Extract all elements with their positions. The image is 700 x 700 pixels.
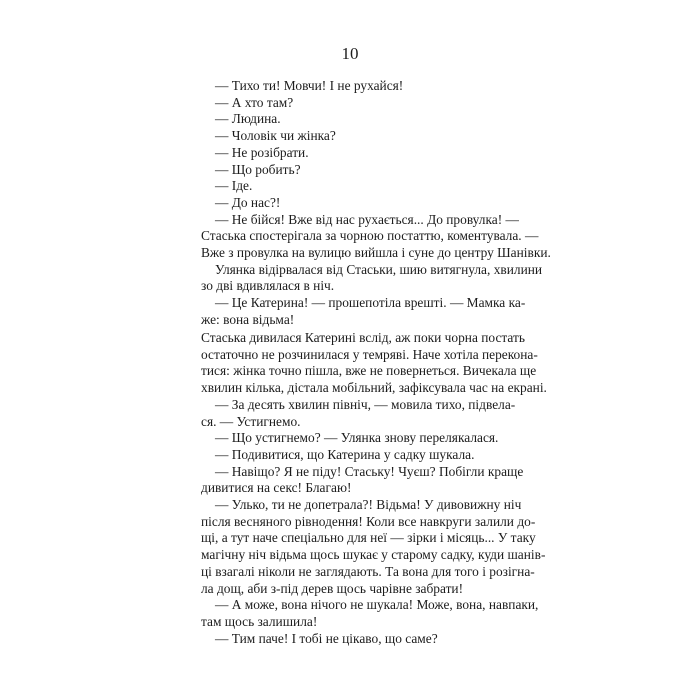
text-line: Улянка відірвалася від Стаськи, шию витягнула, хвилини [215, 261, 543, 277]
text-line: ся. — Устигнемо. [201, 413, 301, 429]
text-line: Стаська спостерігала за чорною постаттю, коментувала. — [201, 228, 539, 244]
text-line: ла дощ, аби з-під дерев щось чарівне забрати! [201, 580, 464, 596]
text-line: — Що робить? [215, 161, 301, 177]
text-line: — За десять хвилин північ, — мовила тихо, підвела- [215, 396, 516, 412]
text-line: — Улько, ти не допетрала?! Відьма! У дивовижну ніч [215, 497, 522, 513]
text-block-2 [201, 330, 547, 647]
text-line: дивитися на секс! Благаю! [201, 480, 352, 496]
text-line: остаточно не розчинилася у темряві. Наче хотіла переконa- [201, 346, 538, 362]
text-line: Стаська дивилася Катерині вслід, аж поки чорна постать [201, 330, 525, 345]
text-line: хвилин кілька, дістала мобільний, зафіксувала час на екрані. [201, 380, 547, 396]
text-line: Вже з провулка на вулицю вийшла і суне до центру Шанівки. [201, 245, 551, 261]
text-line: — А хто там? [215, 94, 294, 110]
text-line: тися: жінка точно пішла, вже не повернеться. Вичекала ще [201, 363, 537, 379]
text-line: щі, а тут наче спеціально для неї — зірки і місяць... У таку [201, 530, 536, 546]
text-line: — Людина. [215, 111, 281, 127]
text-line: — До нас?! [215, 194, 281, 210]
text-line: після весняного рівнодення! Коли все навкруги залили до- [201, 513, 536, 529]
text-line: — Навіщо? Я не піду! Стаську! Чуєш? Побігли краще [215, 463, 524, 479]
text-line: — Тихо ти! Мовчи! І не рухайся! [215, 78, 404, 93]
page-number: 10 [341, 44, 359, 63]
text-line: — Не бійся! Вже від нас рухається... До провулка! — [215, 211, 519, 227]
text-line: — Тим паче! І тобі не цікаво, що саме? [215, 630, 438, 646]
text-block-1 [201, 78, 551, 329]
text-line: — Подивитися, що Катерина у садку шукала. [215, 446, 475, 462]
text-line: там щось залишила! [201, 613, 318, 629]
text-line: магічну ніч відьма щось шукає у старому садку, куди шанів- [201, 547, 546, 563]
text-line: — Це Катерина! — прошепотіла врешті. — Мамка ка- [215, 295, 526, 311]
text-line: — Іде. [215, 178, 253, 194]
text-line: — Не розібрати. [215, 144, 309, 160]
text-line: — Що устигнемо? — Улянка знову перелякалася. [215, 430, 499, 446]
text-line: ці взагалі ніколи не заглядають. Та вона для того і розігна- [201, 563, 535, 579]
text-line: — Чоловік чи жінка? [215, 128, 336, 144]
text-line: зо дві вдивлялася в ніч. [201, 278, 335, 294]
text-line: же: вона відьма! [201, 311, 295, 327]
text-line: — А може, вона нічого не шукала! Може, вона, навпаки, [215, 597, 539, 613]
